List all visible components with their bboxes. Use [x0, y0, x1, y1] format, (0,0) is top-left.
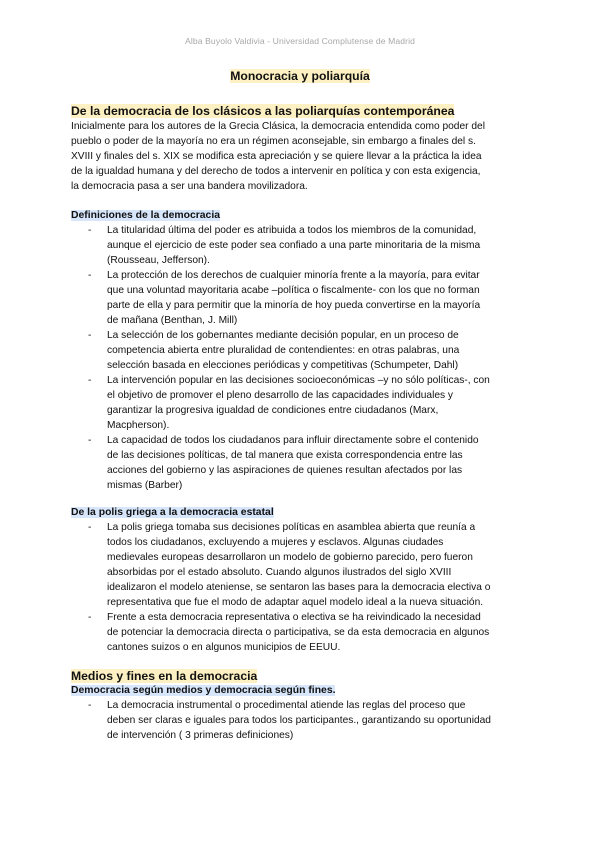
list-item-line: todos los ciudadanos, excluyendo a mujeres y esclavos. Algunas ciudades	[107, 537, 444, 548]
section-heading-clasicos-text: De la democracia de los clásicos a las poliarquías contemporánea	[71, 104, 455, 118]
list-medios	[71, 698, 531, 743]
section-paragraph-clasicos	[71, 119, 531, 194]
bullet-dash: -	[88, 270, 92, 281]
list-item	[71, 520, 531, 610]
list-item	[71, 373, 531, 433]
list-item-line: La democracia instrumental o procedimental atiende las reglas del proceso que	[107, 700, 466, 711]
list-item-line: Macpherson).	[107, 420, 170, 431]
list-item	[71, 698, 531, 743]
bullet-dash: -	[88, 225, 92, 236]
list-item	[71, 328, 531, 373]
bullet-dash: -	[88, 700, 92, 711]
paragraph-line: Inicialmente para los autores de la Grecia Clásica, la democracia entendida como poder del	[71, 121, 485, 132]
document-title	[0, 69, 600, 83]
list-item-line: mismas (Barber)	[107, 480, 183, 491]
list-item-line: deben ser claras e iguales para todos los participantes., garantizando su oportunidad	[107, 715, 491, 726]
paragraph-line: XVIII y finales del s. XIX se modifica esta apreciación y se quiere llevar a la práctica la idea	[71, 151, 482, 162]
list-item-line: de potenciar la democracia directa o participativa, se da esta democracia en algunos	[107, 627, 490, 638]
list-item-line: acciones del gobierno y las aspiraciones de quienes resultan afectados por las	[107, 465, 463, 476]
bullet-dash: -	[88, 375, 92, 386]
list-item	[71, 433, 531, 493]
list-item-line: La capacidad de todos los ciudadanos para influir directamente sobre el contenido	[107, 435, 479, 446]
list-item-line: garantizar la progresiva igualdad de condiciones entre ciudadanos (Marx,	[107, 405, 439, 416]
list-item-line: parte de ella y para permitir que la minoría de hoy pueda convertirse en la mayoría	[107, 300, 481, 311]
list-item-line: idealizaron el modelo ateniense, se sentaron las bases para la democracia electiva o	[107, 582, 491, 593]
list-item-line: La protección de los derechos de cualquier minoría frente a la mayoría, para evitar	[107, 270, 480, 281]
bullet-dash: -	[88, 435, 92, 446]
paragraph-line: la democracia pasa a ser una bandera movilizadora.	[71, 181, 308, 192]
list-item-line: de intervención ( 3 primeras definiciones)	[107, 730, 294, 741]
list-item-line: de las decisiones políticas, de tal manera que exista correspondencia entre las	[107, 450, 463, 461]
list-item-line: La intervención popular en las decisiones socioeconómicas –y no sólo políticas-, con	[107, 375, 490, 386]
subheading-definiciones-text: Definiciones de la democracia	[71, 210, 220, 221]
subheading-polis	[71, 506, 531, 520]
list-item-line: selección basada en elecciones periódicas y competitivas (Schumpeter, Dahl)	[107, 360, 459, 371]
list-item-line: que una voluntad mayoritaria acabe –política o fiscalmente- con los que no forman	[107, 285, 480, 296]
list-item-line: cantones suizos o en algunos municipios de EEUU.	[107, 642, 341, 653]
list-item	[71, 223, 531, 268]
paragraph-line: pueblo o poder de la mayoría no era un régimen aconsejable, sin embargo a finales del s.	[71, 136, 476, 147]
list-item-line: el objetivo de promover el pleno desarrollo de las capacidades individuales y	[107, 390, 454, 401]
list-item-line: competencia abierta entre pluralidad de contendientes: en otras palabras, una	[107, 345, 460, 356]
list-item-line: (Rousseau, Jefferson).	[107, 255, 210, 266]
list-item-line: La titularidad última del poder es atribuida a todos los miembros de la comunidad,	[107, 225, 477, 236]
section-heading-clasicos	[71, 104, 531, 119]
list-item	[71, 268, 531, 328]
subheading-polis-text: De la polis griega a la democracia estatal	[71, 507, 274, 518]
list-item	[71, 610, 531, 655]
list-item-line: La polis griega tomaba sus decisiones políticas en asamblea abierta que reunía a	[107, 522, 476, 533]
bullet-dash: -	[88, 522, 92, 533]
list-item-line: aunque el ejercicio de este poder sea confiado a una parte minoritaria de la misma	[107, 240, 481, 251]
list-item-line: absorbidas por el estado absoluto. Cuando algunos ilustrados del siglo XVIII	[107, 567, 452, 578]
list-polis	[71, 520, 531, 655]
list-item-line: de mañana (Benthan, J. Mill)	[107, 315, 238, 326]
list-definiciones	[71, 223, 531, 493]
subheading-medios	[71, 684, 531, 698]
subheading-medios-text: Democracia según medios y democracia según fines.	[71, 685, 336, 696]
paragraph-line: de la igualdad humana y del derecho de todos a intervenir en política y con esta exigencia,	[71, 166, 481, 177]
document-title-text: Monocracia y poliarquía	[230, 69, 370, 83]
list-item-line: La selección de los gobernantes mediante decisión popular, en un proceso de	[107, 330, 459, 341]
document-body	[71, 104, 531, 743]
subheading-definiciones	[71, 209, 531, 223]
section-heading-medios	[71, 669, 531, 684]
list-item-line: Frente a esta democracia representativa o electiva se ha reivindicado la necesidad	[107, 612, 481, 623]
bullet-dash: -	[88, 330, 92, 341]
header-note: Alba Buyolo Valdivia - Universidad Complutense de Madrid	[185, 36, 415, 46]
list-item-line: representativa que fue el modo de adaptar aquel modelo ideal a la nueva situación.	[107, 597, 484, 608]
bullet-dash: -	[88, 612, 92, 623]
section-heading-medios-text: Medios y fines en la democracia	[71, 669, 258, 683]
list-item-line: medievales europeas desarrollaron un modelo de gobierno parecido, pero fueron	[107, 552, 473, 563]
